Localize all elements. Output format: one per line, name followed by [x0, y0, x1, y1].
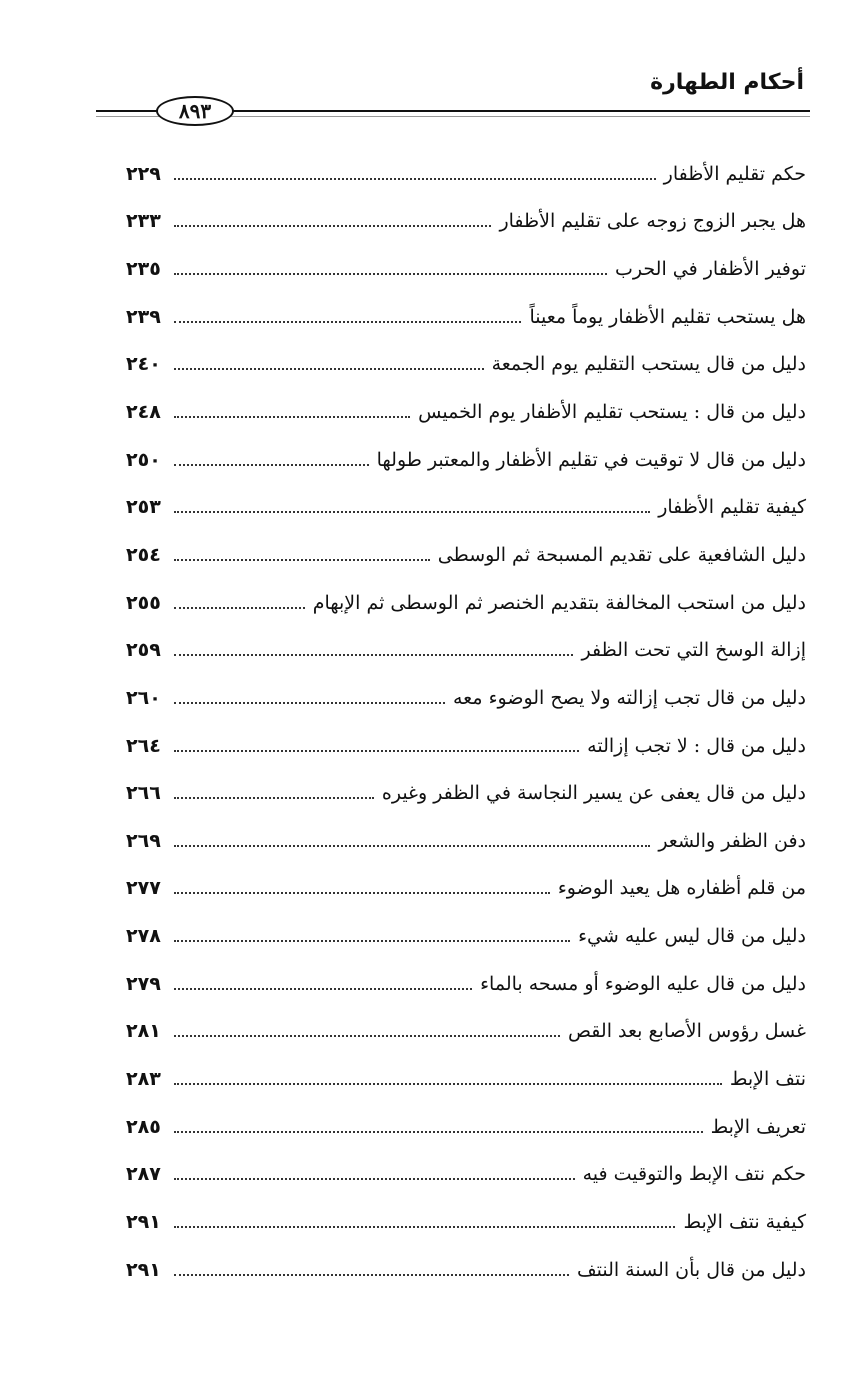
- toc-entry-title: كيفية نتف الإبط: [683, 1210, 806, 1233]
- toc-entry-page: ٢٨٣: [126, 1067, 161, 1090]
- toc-entry-title: دليل من قال يستحب التقليم يوم الجمعة: [491, 353, 806, 376]
- toc-leader-dots: [174, 464, 369, 466]
- toc-entry: [126, 1055, 806, 1103]
- toc-entry: [126, 626, 806, 674]
- toc-leader-dots: [174, 1035, 560, 1037]
- toc-entry-page: ٢٥٣: [126, 496, 161, 519]
- toc-leader-dots: [174, 845, 650, 847]
- toc-entry: [126, 1150, 806, 1198]
- toc-leader-dots: [174, 988, 472, 990]
- toc-entry-title: من قلم أظفاره هل يعيد الوضوء: [557, 877, 806, 900]
- toc-entry-title: كيفية تقليم الأظفار: [658, 496, 806, 519]
- toc-entry: [126, 865, 806, 913]
- toc-leader-dots: [174, 225, 491, 227]
- toc-entry: [126, 198, 806, 246]
- toc-leader-dots: [174, 797, 374, 799]
- toc-entry: [126, 674, 806, 722]
- toc-entry-page: ٢٦٦: [126, 782, 161, 805]
- toc-entry-page: ٢٥٥: [126, 591, 161, 614]
- toc-entry-title: حكم نتف الإبط والتوقيت فيه: [582, 1163, 806, 1186]
- toc-entry: [126, 1246, 806, 1294]
- toc-entry: [126, 769, 806, 817]
- toc-entry: [126, 1198, 806, 1246]
- toc-entry: [126, 912, 806, 960]
- toc-entry-title: دفن الظفر والشعر: [658, 829, 806, 852]
- toc-leader-dots: [174, 702, 445, 704]
- toc-entry-title: حكم تقليم الأظفار: [663, 162, 806, 185]
- toc-leader-dots: [174, 1178, 575, 1180]
- toc-entry: [126, 483, 806, 531]
- toc-leader-dots: [174, 892, 550, 894]
- toc-entry-title: دليل من قال عليه الوضوء أو مسحه بالماء: [480, 972, 806, 995]
- toc-leader-dots: [174, 511, 650, 513]
- toc-entry-title: دليل من قال ليس عليه شيء: [578, 925, 806, 948]
- toc-entry-title: دليل من قال : لا تجب إزالته: [587, 734, 806, 757]
- table-of-contents: [126, 150, 806, 1293]
- toc-leader-dots: [174, 607, 305, 609]
- toc-leader-dots: [174, 416, 410, 418]
- toc-entry-title: غسل رؤوس الأصابع بعد القص: [568, 1020, 806, 1043]
- toc-leader-dots: [174, 1083, 722, 1085]
- toc-entry-page: ٢٥٠: [126, 448, 161, 471]
- toc-leader-dots: [174, 750, 579, 752]
- toc-entry-title: دليل من استحب المخالفة بتقديم الخنصر ثم الوسطى ثم الإبهام: [312, 591, 806, 614]
- toc-leader-dots: [174, 273, 607, 275]
- toc-entry-page: ٢٩١: [126, 1210, 161, 1233]
- page-number-oval: [156, 96, 234, 126]
- toc-entry-page: ٢٥٤: [126, 543, 161, 566]
- toc-entry-page: ٢٣٩: [126, 305, 161, 328]
- toc-entry: [126, 722, 806, 770]
- toc-entry: [126, 436, 806, 484]
- toc-entry-title: توفير الأظفار في الحرب: [615, 258, 806, 281]
- toc-entry-page: ٢٦٤: [126, 734, 161, 757]
- toc-entry-page: ٢٨٥: [126, 1115, 161, 1138]
- toc-entry-page: ٢٢٩: [126, 162, 161, 185]
- toc-entry-page: ٢٦٩: [126, 829, 161, 852]
- toc-entry-page: ٢٨١: [126, 1020, 161, 1043]
- toc-entry-title: دليل من قال : يستحب تقليم الأظفار يوم الخميس: [418, 401, 806, 424]
- toc-entry-page: ٢٦٠: [126, 686, 161, 709]
- toc-entry-page: ٢٥٩: [126, 639, 161, 662]
- toc-entry-title: دليل من قال بأن السنة النتف: [576, 1258, 806, 1281]
- toc-entry: [126, 817, 806, 865]
- toc-leader-dots: [174, 1274, 569, 1276]
- toc-entry-page: ٢٧٧: [126, 877, 161, 900]
- running-header-title: أحكام الطهارة: [650, 70, 804, 95]
- toc-entry-title: دليل الشافعية على تقديم المسبحة ثم الوسطى: [437, 543, 806, 566]
- toc-entry-page: ٢٣٣: [126, 210, 161, 233]
- toc-entry: [126, 1008, 806, 1056]
- toc-entry-page: ٢٣٥: [126, 258, 161, 281]
- toc-entry: [126, 388, 806, 436]
- toc-entry: [126, 293, 806, 341]
- toc-entry-title: إزالة الوسخ التي تحت الظفر: [581, 639, 806, 662]
- toc-entry-title: تعريف الإبط: [710, 1115, 806, 1138]
- toc-entry: [126, 245, 806, 293]
- toc-entry-title: هل يستحب تقليم الأظفار يوماً معيناً: [529, 305, 806, 328]
- toc-leader-dots: [174, 1226, 675, 1228]
- toc-entry: [126, 1103, 806, 1151]
- toc-entry-title: دليل من قال لا توقيت في تقليم الأظفار والمعتبر طولها: [376, 448, 806, 471]
- toc-leader-dots: [174, 559, 430, 561]
- toc-entry: [126, 150, 806, 198]
- toc-entry-title: دليل من قال تجب إزالته ولا يصح الوضوء معه: [453, 686, 806, 709]
- toc-leader-dots: [174, 654, 573, 656]
- toc-entry-title: نتف الإبط: [729, 1067, 806, 1090]
- toc-entry-title: دليل من قال يعفى عن يسير النجاسة في الظفر وغيره: [381, 782, 806, 805]
- toc-entry-title: هل يجبر الزوج زوجه على تقليم الأظفار: [499, 210, 806, 233]
- toc-entry: [126, 531, 806, 579]
- toc-leader-dots: [174, 178, 656, 180]
- toc-leader-dots: [174, 940, 570, 942]
- toc-leader-dots: [174, 321, 521, 323]
- toc-entry: [126, 579, 806, 627]
- toc-entry-page: ٢٤٠: [126, 353, 161, 376]
- toc-leader-dots: [174, 368, 484, 370]
- toc-leader-dots: [174, 1131, 703, 1133]
- toc-entry: [126, 341, 806, 389]
- toc-entry-page: ٢٩١: [126, 1258, 161, 1281]
- toc-entry-page: ٢٨٧: [126, 1163, 161, 1186]
- toc-entry-page: ٢٧٩: [126, 972, 161, 995]
- page-number: ٨٩٣: [178, 99, 212, 123]
- toc-entry: [126, 960, 806, 1008]
- toc-entry-page: ٢٧٨: [126, 925, 161, 948]
- toc-entry-page: ٢٤٨: [126, 401, 161, 424]
